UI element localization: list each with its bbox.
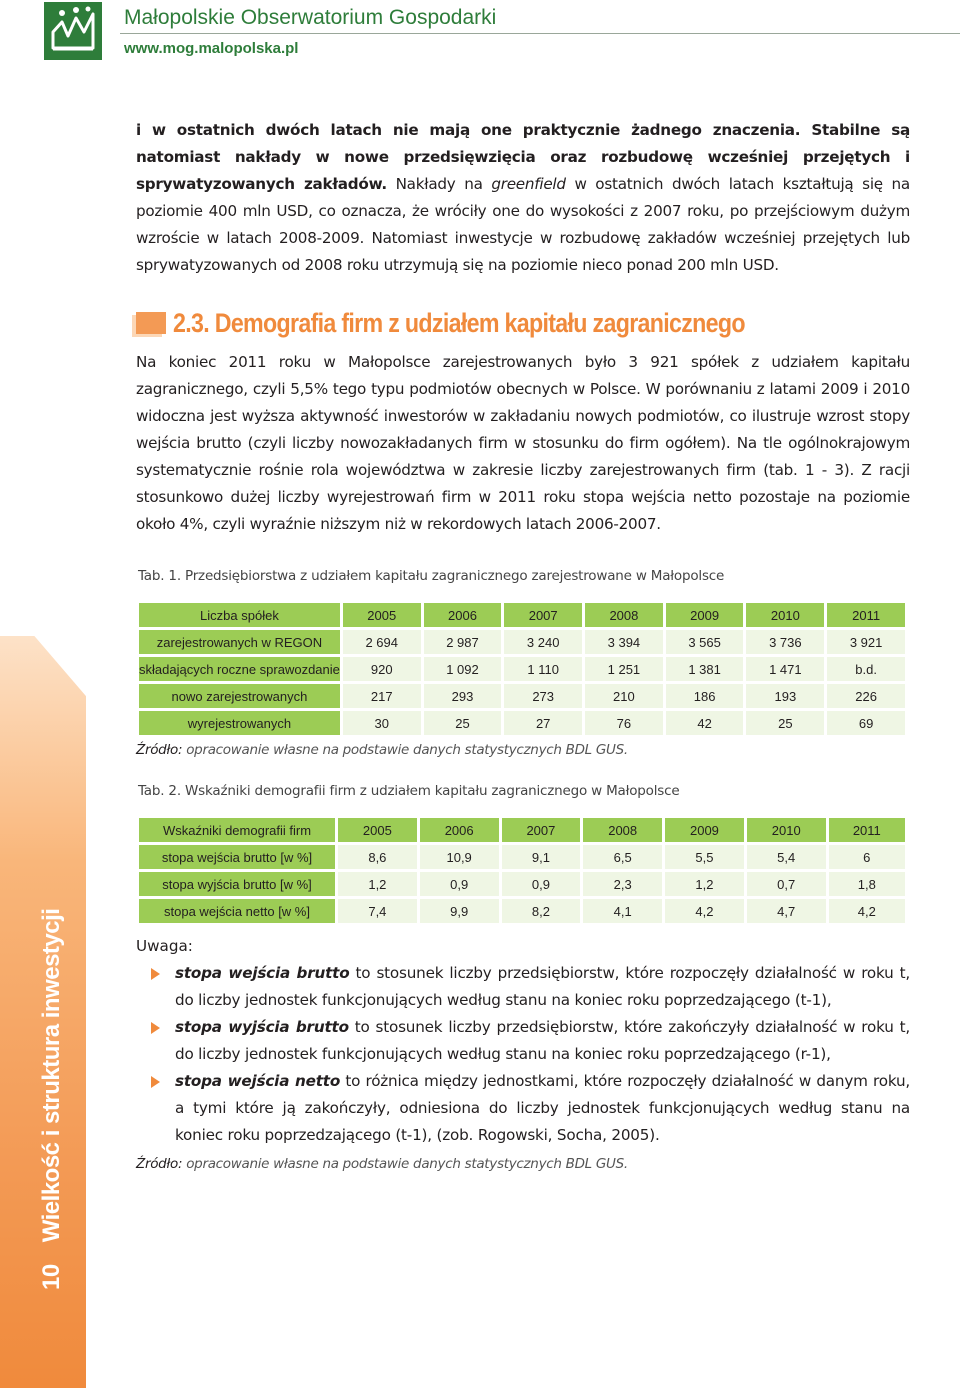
- table1-header-row: [138, 602, 907, 629]
- intro-bold-text: i w ostatnich dwóch latach nie mają one praktycznie żadnego znaczenia. Stabilne są natomiast nakłady w nowe przedsięwzięcia oraz rozbudowę wcześniej przejętych i sprywatyzowanych zakładów.: [136, 121, 910, 193]
- table-cell: 1 251: [584, 656, 665, 683]
- chapter-title: Wielkość i struktura inwestycji: [38, 908, 65, 1243]
- logo: [44, 2, 102, 60]
- intro-paragraph: [136, 117, 910, 279]
- table-cell: 3 565: [664, 629, 745, 656]
- table1-source: [136, 742, 628, 758]
- table-cell: 0,7: [745, 871, 827, 898]
- table-cell: 0,9: [418, 871, 500, 898]
- notes-title: Uwaga:: [136, 937, 193, 955]
- table1-header-cell: 2005: [341, 602, 422, 629]
- table1-header-cell: 2008: [584, 602, 665, 629]
- source-text: opracowanie własne na podstawie danych statystycznych BDL GUS.: [182, 742, 628, 758]
- table2-header-cell: 2010: [745, 817, 827, 844]
- note-text: to stosunek liczby przedsiębiorstw, które rozpoczęły działalność w roku t, do liczby jednostek funkcjonujących według stanu na koniec roku poprzedzającego (t-1),: [175, 964, 910, 1009]
- source-text: opracowanie własne na podstawie danych statystycznych BDL GUS.: [182, 1156, 628, 1172]
- table-cell: 25: [422, 710, 503, 737]
- table2-header-cell: 2006: [418, 817, 500, 844]
- table2: [136, 815, 908, 926]
- intro-text-b: w ostatnich dwóch latach kształtują się na poziomie 400 mln USD, co oznacza, że wróciły one do wysokości z 2007 roku, po przejściowym dużym wzroście w latach 2008-2009. Natomiast inwestycje w rozbudowę zakładów wcześniej przejętych lub sprywatyzowanych od 2008 roku utrzymują się na poziomie nieco ponad 200 mln USD.: [136, 175, 910, 274]
- table-cell: 193: [745, 683, 826, 710]
- table2-header-cell: 2009: [664, 817, 746, 844]
- table-cell: 30: [341, 710, 422, 737]
- table-cell: 920: [341, 656, 422, 683]
- note-term: stopa wejścia netto: [175, 1072, 341, 1090]
- table2-header-cell: Wskaźniki demografii firm: [138, 817, 337, 844]
- section-heading: [136, 306, 838, 340]
- table2-header-cell: 2008: [582, 817, 664, 844]
- table-cell: 210: [584, 683, 665, 710]
- table-cell: 2 987: [422, 629, 503, 656]
- list-item: [136, 1014, 910, 1068]
- table1-caption: Tab. 1. Przedsiębiorstwa z udziałem kapitału zagranicznego zarejestrowane w Małopolsce: [138, 568, 725, 584]
- note-term: stopa wejścia brutto: [175, 964, 350, 982]
- section-title: 2.3. Demografia firm z udziałem kapitału zagranicznego: [173, 307, 745, 338]
- table-row: [138, 844, 907, 871]
- table-cell: 186: [664, 683, 745, 710]
- table-row: [138, 898, 907, 925]
- table-cell: 1 110: [503, 656, 584, 683]
- table-row: [138, 683, 907, 710]
- table-cell: 1 471: [745, 656, 826, 683]
- table-cell: 3 394: [584, 629, 665, 656]
- table1-row-label: zarejestrowanych w REGON: [138, 629, 342, 656]
- table-cell: 293: [422, 683, 503, 710]
- triangle-bullet-icon: [151, 1022, 160, 1034]
- table1-header-cell: 2009: [664, 602, 745, 629]
- section-paragraph: Na koniec 2011 roku w Małopolsce zarejestrowanych było 3 921 spółek z udziałem kapitału zagranicznego, czyli 5,5% tego typu podmiotów obecnych w Polsce. W porównaniu z latami 2009 i 2010 widoczna jest wyższa aktywność inwestorów w zakładaniu nowych podmiotów, co ilustruje wzrost stopy wejścia brutto (czyli liczby nowozakładanych firm w stosunku do firm ogółem). Na tle ogólnokrajowym systematycznie rośnie rola województwa w zakresie liczby zarejestrowanych firm (tab. 1 - 3). Z racji stosunkowo dużej liczby wyrejestrowań firm w 2011 roku stopa wejścia netto pozostaje na poziomie około 4%, czyli wyraźnie niższym niż w rekordowych latach 2006-2007.: [136, 353, 910, 533]
- table-cell: 4,7: [745, 898, 827, 925]
- table2-header-cell: 2007: [500, 817, 582, 844]
- source-label: Źródło:: [136, 742, 183, 758]
- table-cell: 1,2: [664, 871, 746, 898]
- section-bullet-icon: [136, 312, 166, 334]
- table-cell: 2,3: [582, 871, 664, 898]
- table-row: [138, 871, 907, 898]
- notes-source: [136, 1156, 628, 1172]
- header-title: Małopolskie Obserwatorium Gospodarki: [124, 6, 497, 29]
- table-cell: 1 381: [664, 656, 745, 683]
- table-cell: 5,5: [664, 844, 746, 871]
- table2-header-cell: 2005: [337, 817, 419, 844]
- table-cell: 226: [826, 683, 907, 710]
- table1-header-cell: 2007: [503, 602, 584, 629]
- note-term: stopa wyjścia brutto: [175, 1018, 349, 1036]
- table2-header-cell: 2011: [827, 817, 906, 844]
- table1-header-cell: 2006: [422, 602, 503, 629]
- header-divider: [120, 33, 960, 34]
- table-cell: 27: [503, 710, 584, 737]
- table-cell: b.d.: [826, 656, 907, 683]
- table-cell: 1,8: [827, 871, 906, 898]
- table-cell: 6,5: [582, 844, 664, 871]
- intro-text-a: Nakłady na: [386, 175, 492, 193]
- table-cell: 1 092: [422, 656, 503, 683]
- table-cell: 217: [341, 683, 422, 710]
- table-row: [138, 629, 907, 656]
- list-item: [136, 960, 910, 1014]
- table1-row-label: nowo zarejestrowanych: [138, 683, 342, 710]
- header-url[interactable]: www.mog.malopolska.pl: [124, 40, 299, 57]
- triangle-bullet-icon: [151, 1076, 160, 1088]
- table-cell: 0,9: [500, 871, 582, 898]
- table-cell: 10,9: [418, 844, 500, 871]
- page-number: 10: [38, 1264, 65, 1290]
- table-cell: 25: [745, 710, 826, 737]
- table-cell: 76: [584, 710, 665, 737]
- table-cell: 5,4: [745, 844, 827, 871]
- table-cell: 273: [503, 683, 584, 710]
- table1: [136, 600, 908, 738]
- logo-mark-icon: [44, 2, 102, 60]
- table-cell: 6: [827, 844, 906, 871]
- table-cell: 4,1: [582, 898, 664, 925]
- table-cell: 8,2: [500, 898, 582, 925]
- table-cell: 2 694: [341, 629, 422, 656]
- note-text: to stosunek liczby przedsiębiorstw, które zakończyły działalność w roku t, do liczby jednostek funkcjonujących według stanu na koniec roku poprzedzającego (r-1),: [175, 1018, 910, 1063]
- table2-row-label: stopa wyjścia brutto [w %]: [138, 871, 337, 898]
- table-cell: 3 921: [826, 629, 907, 656]
- note-text: to różnica między jednostkami, które rozpoczęły działalność w danym roku, a tymi które ją zakończyły, odniesiona do liczby jednostek funkcjonujących według stanu na koniec roku poprzedzającego (t-1), (zob. Rogowski, Socha, 2005).: [175, 1072, 910, 1144]
- table1-row-label: składających roczne sprawozdanie: [138, 656, 342, 683]
- table-cell: 1,2: [337, 871, 419, 898]
- triangle-bullet-icon: [151, 968, 160, 980]
- table2-caption: Tab. 2. Wskaźniki demografii firm z udziałem kapitału zagranicznego w Małopolsce: [138, 783, 680, 799]
- chapter-label: [38, 909, 66, 1290]
- table1-header-cell: 2011: [826, 602, 907, 629]
- table-cell: 42: [664, 710, 745, 737]
- table-cell: 9,9: [418, 898, 500, 925]
- table-cell: 69: [826, 710, 907, 737]
- table-cell: 3 240: [503, 629, 584, 656]
- table-cell: 8,6: [337, 844, 419, 871]
- notes-list: [136, 960, 910, 1149]
- table2-row-label: stopa wejścia brutto [w %]: [138, 844, 337, 871]
- table-cell: 9,1: [500, 844, 582, 871]
- intro-term: greenfield: [491, 175, 566, 193]
- table-cell: 4,2: [664, 898, 746, 925]
- table1-header-cell: 2010: [745, 602, 826, 629]
- table1-row-label: wyrejestrowanych: [138, 710, 342, 737]
- table-cell: 3 736: [745, 629, 826, 656]
- table-cell: 7,4: [337, 898, 419, 925]
- table-cell: 4,2: [827, 898, 906, 925]
- table2-header-row: [138, 817, 907, 844]
- table-row: [138, 710, 907, 737]
- table2-row-label: stopa wejścia netto [w %]: [138, 898, 337, 925]
- table-row: [138, 656, 907, 683]
- source-label: Źródło:: [136, 1156, 183, 1172]
- table1-header-cell: Liczba spółek: [138, 602, 342, 629]
- list-item: [136, 1068, 910, 1149]
